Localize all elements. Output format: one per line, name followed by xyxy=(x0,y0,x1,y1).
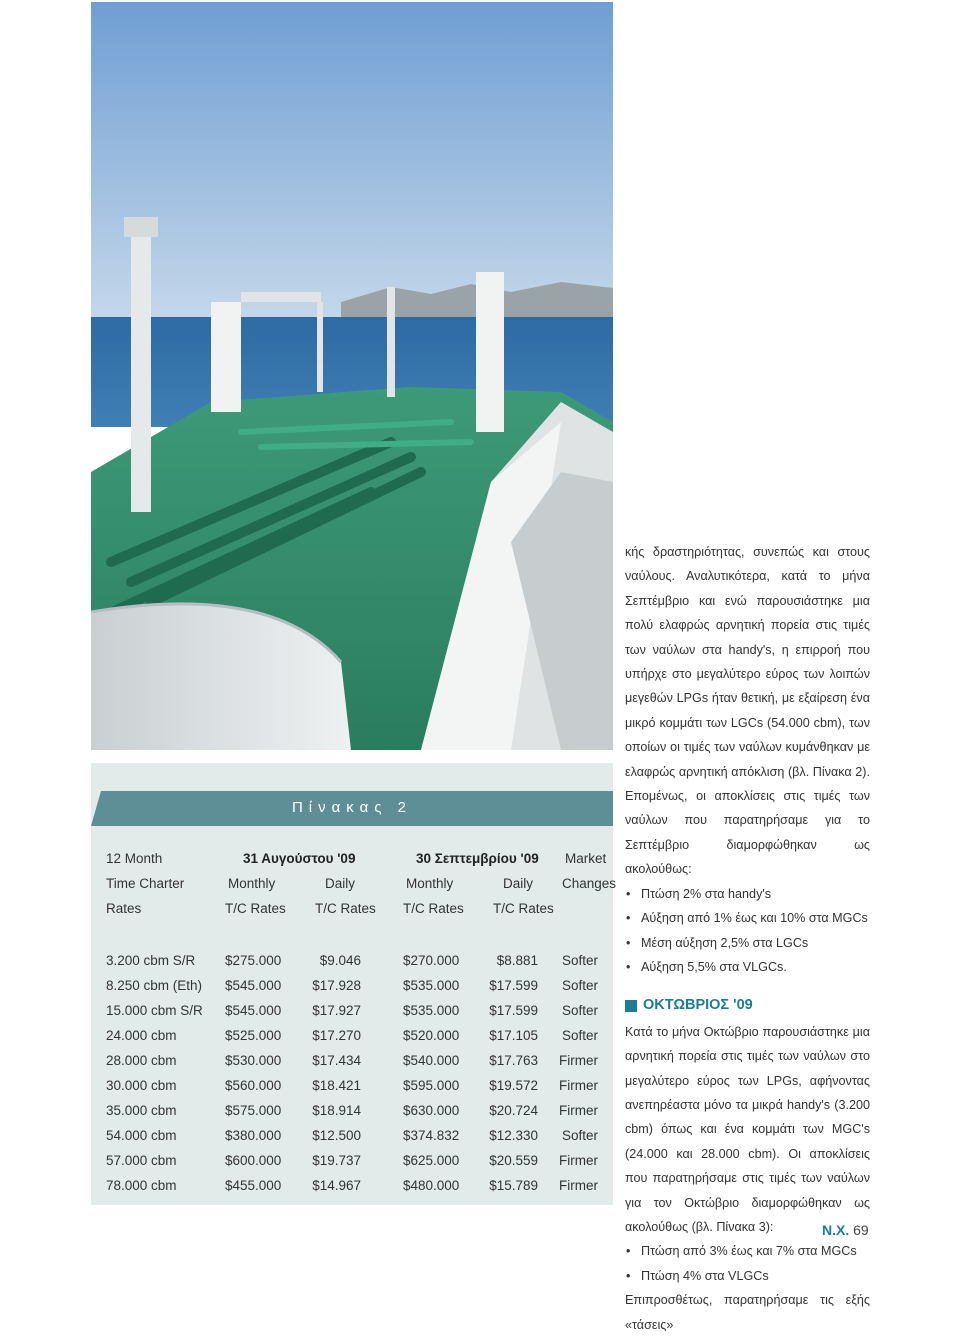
sep-daily-cell: $17.763 xyxy=(489,1053,538,1068)
sep-daily-cell: $17.599 xyxy=(489,978,538,993)
aug-monthly-cell: $525.000 xyxy=(225,1028,282,1043)
aug-monthly-cell: $560.000 xyxy=(225,1078,282,1093)
size-cell: 54.000 cbm xyxy=(106,1128,177,1143)
size-cell: 30.000 cbm xyxy=(106,1078,177,1093)
aug-tc-header-m: T/C Rates xyxy=(225,901,286,916)
list-item xyxy=(625,931,870,955)
market-header-line1: Market xyxy=(565,851,607,866)
col1-header-line3: Rates xyxy=(106,901,142,916)
aug-daily-cell: $9.046 xyxy=(319,953,361,968)
sep-monthly-cell: $535.000 xyxy=(403,1003,460,1018)
table-row xyxy=(91,1128,613,1148)
sep-monthly-cell: $535.000 xyxy=(403,978,460,993)
size-cell: 57.000 cbm xyxy=(106,1153,177,1168)
bullet-icon: • xyxy=(626,911,631,926)
sep-daily-cell: $12.330 xyxy=(489,1128,538,1143)
bullet-icon: • xyxy=(626,886,631,901)
list-item-text: Αύξηση από 1% έως και 10% στα MGCs xyxy=(641,911,868,926)
list-item-text: Αύξηση 5,5% στα VLGCs. xyxy=(641,959,787,974)
table-row xyxy=(91,1178,613,1198)
list-item xyxy=(625,1239,870,1263)
list-item xyxy=(625,882,870,906)
sep-monthly-cell: $630.000 xyxy=(403,1103,460,1118)
section-heading-october xyxy=(625,993,870,1017)
paragraph-trends: Επιπροσθέτως, παρατηρήσαμε τις εξής «τάσεις» xyxy=(625,1293,870,1332)
aug-daily-cell: $18.914 xyxy=(312,1103,361,1118)
list-item-text: Πτώση από 3% έως και 7% στα MGCs xyxy=(641,1244,857,1259)
change-cell: Firmer xyxy=(559,1153,598,1168)
ship-deck-photo xyxy=(91,2,613,750)
bullet-list-september xyxy=(625,882,870,980)
sep-daily-cell: $17.599 xyxy=(489,1003,538,1018)
sep-tc-header-m: T/C Rates xyxy=(403,901,464,916)
col1-header-line2: Time Charter xyxy=(106,876,185,891)
aug-daily-cell: $17.928 xyxy=(312,978,361,993)
aug-daily-cell: $17.927 xyxy=(312,1003,361,1018)
bullet-list-october xyxy=(625,1239,870,1288)
paragraph-october: Κατά το μήνα Οκτώβριο παρουσιάστηκε μια αρνητική πορεία στις τιμές των ναύλων στο μεγαλύτερο εύρος των LPGs, αφήνοντας ανεπηρέαστα μόνο τα μικρά handy's (3.200 cbm) όπως και ένα κομμάτι των MGC's (24.000 και 28.000 cbm). Οι αποκλίσεις που παρατηρήσαμε στις τιμές των ναύλων για τον Οκτώβριο διαμορφώθηκαν ως ακολούθως (βλ. Πίνακα 3): xyxy=(625,1024,870,1234)
aug-monthly-cell: $545.000 xyxy=(225,1003,282,1018)
change-cell: Softer xyxy=(561,1128,598,1143)
size-cell: 78.000 cbm xyxy=(106,1178,177,1193)
change-cell: Softer xyxy=(561,953,598,968)
group1-date: 31 Αυγούστου '09 xyxy=(243,851,356,866)
table-title: Πίνακας 2 xyxy=(291,799,413,816)
aug-monthly-cell: $380.000 xyxy=(225,1128,282,1143)
change-cell: Firmer xyxy=(559,1053,598,1068)
size-cell: 8.250 cbm (Eth) xyxy=(106,978,203,993)
sep-monthly-cell: $625.000 xyxy=(403,1153,460,1168)
aug-daily-cell: $17.434 xyxy=(312,1053,361,1068)
sep-daily-cell: $8.881 xyxy=(496,953,538,968)
table-row xyxy=(91,978,613,998)
table-row xyxy=(91,1053,613,1073)
sep-monthly-cell: $480.000 xyxy=(403,1178,460,1193)
table-row xyxy=(91,1028,613,1048)
sep-monthly-cell: $540.000 xyxy=(403,1053,460,1068)
size-cell: 24.000 cbm xyxy=(106,1028,177,1043)
aug-monthly-header: Monthly xyxy=(228,876,276,891)
bullet-icon: • xyxy=(626,959,631,974)
size-cell: 28.000 cbm xyxy=(106,1053,177,1068)
sep-daily-cell: $20.559 xyxy=(489,1153,538,1168)
aug-monthly-cell: $455.000 xyxy=(225,1178,282,1193)
change-cell: Firmer xyxy=(559,1178,598,1193)
sep-daily-cell: $17.105 xyxy=(489,1028,538,1043)
group2-date: 30 Σεπτεμβρίου '09 xyxy=(416,851,539,866)
square-marker-icon xyxy=(625,1000,637,1012)
aug-monthly-cell: $600.000 xyxy=(225,1153,282,1168)
change-cell: Firmer xyxy=(559,1103,598,1118)
sep-monthly-cell: $595.000 xyxy=(403,1078,460,1093)
sep-daily-cell: $15.789 xyxy=(489,1178,538,1193)
list-item-text: Πτώση 4% στα VLGCs xyxy=(641,1268,769,1283)
sep-monthly-header: Monthly xyxy=(406,876,454,891)
bullet-icon: • xyxy=(626,1268,631,1283)
sep-daily-header: Daily xyxy=(503,876,534,891)
list-item xyxy=(625,906,870,930)
magazine-abbrev: Ν.Χ. xyxy=(822,1222,850,1238)
change-cell: Firmer xyxy=(559,1078,598,1093)
list-item xyxy=(625,955,870,979)
size-cell: 15.000 cbm S/R xyxy=(106,1003,203,1018)
aug-daily-cell: $19.737 xyxy=(312,1153,361,1168)
table-row xyxy=(91,953,613,973)
aug-daily-cell: $12.500 xyxy=(312,1128,361,1143)
table-row xyxy=(91,1078,613,1098)
sep-monthly-cell: $520.000 xyxy=(403,1028,460,1043)
aug-daily-cell: $18.421 xyxy=(312,1078,361,1093)
change-cell: Softer xyxy=(561,1028,598,1043)
aug-daily-cell: $14.967 xyxy=(312,1178,361,1193)
sep-monthly-cell: $374.832 xyxy=(403,1128,460,1143)
size-cell: 3.200 cbm S/R xyxy=(106,953,196,968)
change-cell: Softer xyxy=(561,1003,598,1018)
page-number: 69 xyxy=(853,1222,869,1238)
sep-tc-header-d: T/C Rates xyxy=(493,901,554,916)
market-header-line2: Changes xyxy=(562,876,617,891)
aug-tc-header-d: T/C Rates xyxy=(315,901,376,916)
aug-monthly-cell: $530.000 xyxy=(225,1053,282,1068)
aug-daily-header: Daily xyxy=(325,876,356,891)
sep-daily-cell: $20.724 xyxy=(489,1103,538,1118)
article-text-column xyxy=(625,540,870,1337)
change-cell: Softer xyxy=(561,978,598,993)
aug-monthly-cell: $575.000 xyxy=(225,1103,282,1118)
size-cell: 35.000 cbm xyxy=(106,1103,177,1118)
list-item-text: Μέση αύξηση 2,5% στα LGCs xyxy=(641,935,809,950)
list-item-text: Πτώση 2% στα handy's xyxy=(641,886,772,901)
sep-daily-cell: $19.572 xyxy=(489,1078,538,1093)
bullet-icon: • xyxy=(626,1244,631,1259)
list-item xyxy=(625,1264,870,1288)
table-row xyxy=(91,1103,613,1123)
rates-table xyxy=(91,763,617,1205)
aug-daily-cell: $17.270 xyxy=(312,1028,361,1043)
bullet-icon: • xyxy=(626,935,631,950)
paragraph-september: κής δραστηριότητας, συνεπώς και στους ναύλους. Αναλυτικότερα, κατά το μήνα Σεπτέμβριο και ενώ παρουσιάστηκε μια πολύ ελαφρώς αρνητική πορεία στις τιμές των ναύλων στα handy's, η επιρροή που υπήρχε στο μεγαλύτερο εύρος των λοιπών μεγεθών LPGs ήταν θετική, με εξαίρεση ένα μικρό κομμάτι των LGCs (54.000 cbm), των οποίων οι τιμές των ναύλων κυμάνθηκαν με ελαφρώς αρνητική απόκλιση (βλ. Πίνακα 2). Επομένως, οι αποκλίσεις στις τιμές των ναύλων που παρατηρήσαμε για το Σεπτέμβριο διαμορφώθηκαν ως ακολούθως: xyxy=(625,545,870,877)
table-title-band xyxy=(91,763,613,828)
section-heading-text: ΟΚΤΩΒΡΙΟΣ '09 xyxy=(643,997,753,1014)
aug-monthly-cell: $545.000 xyxy=(225,978,282,993)
table-row xyxy=(91,1003,613,1023)
sep-monthly-cell: $270.000 xyxy=(403,953,460,968)
aug-monthly-cell: $275.000 xyxy=(225,953,282,968)
page-footer xyxy=(822,1222,869,1238)
col1-header-line1: 12 Month xyxy=(106,851,163,866)
table-row xyxy=(91,1153,613,1173)
